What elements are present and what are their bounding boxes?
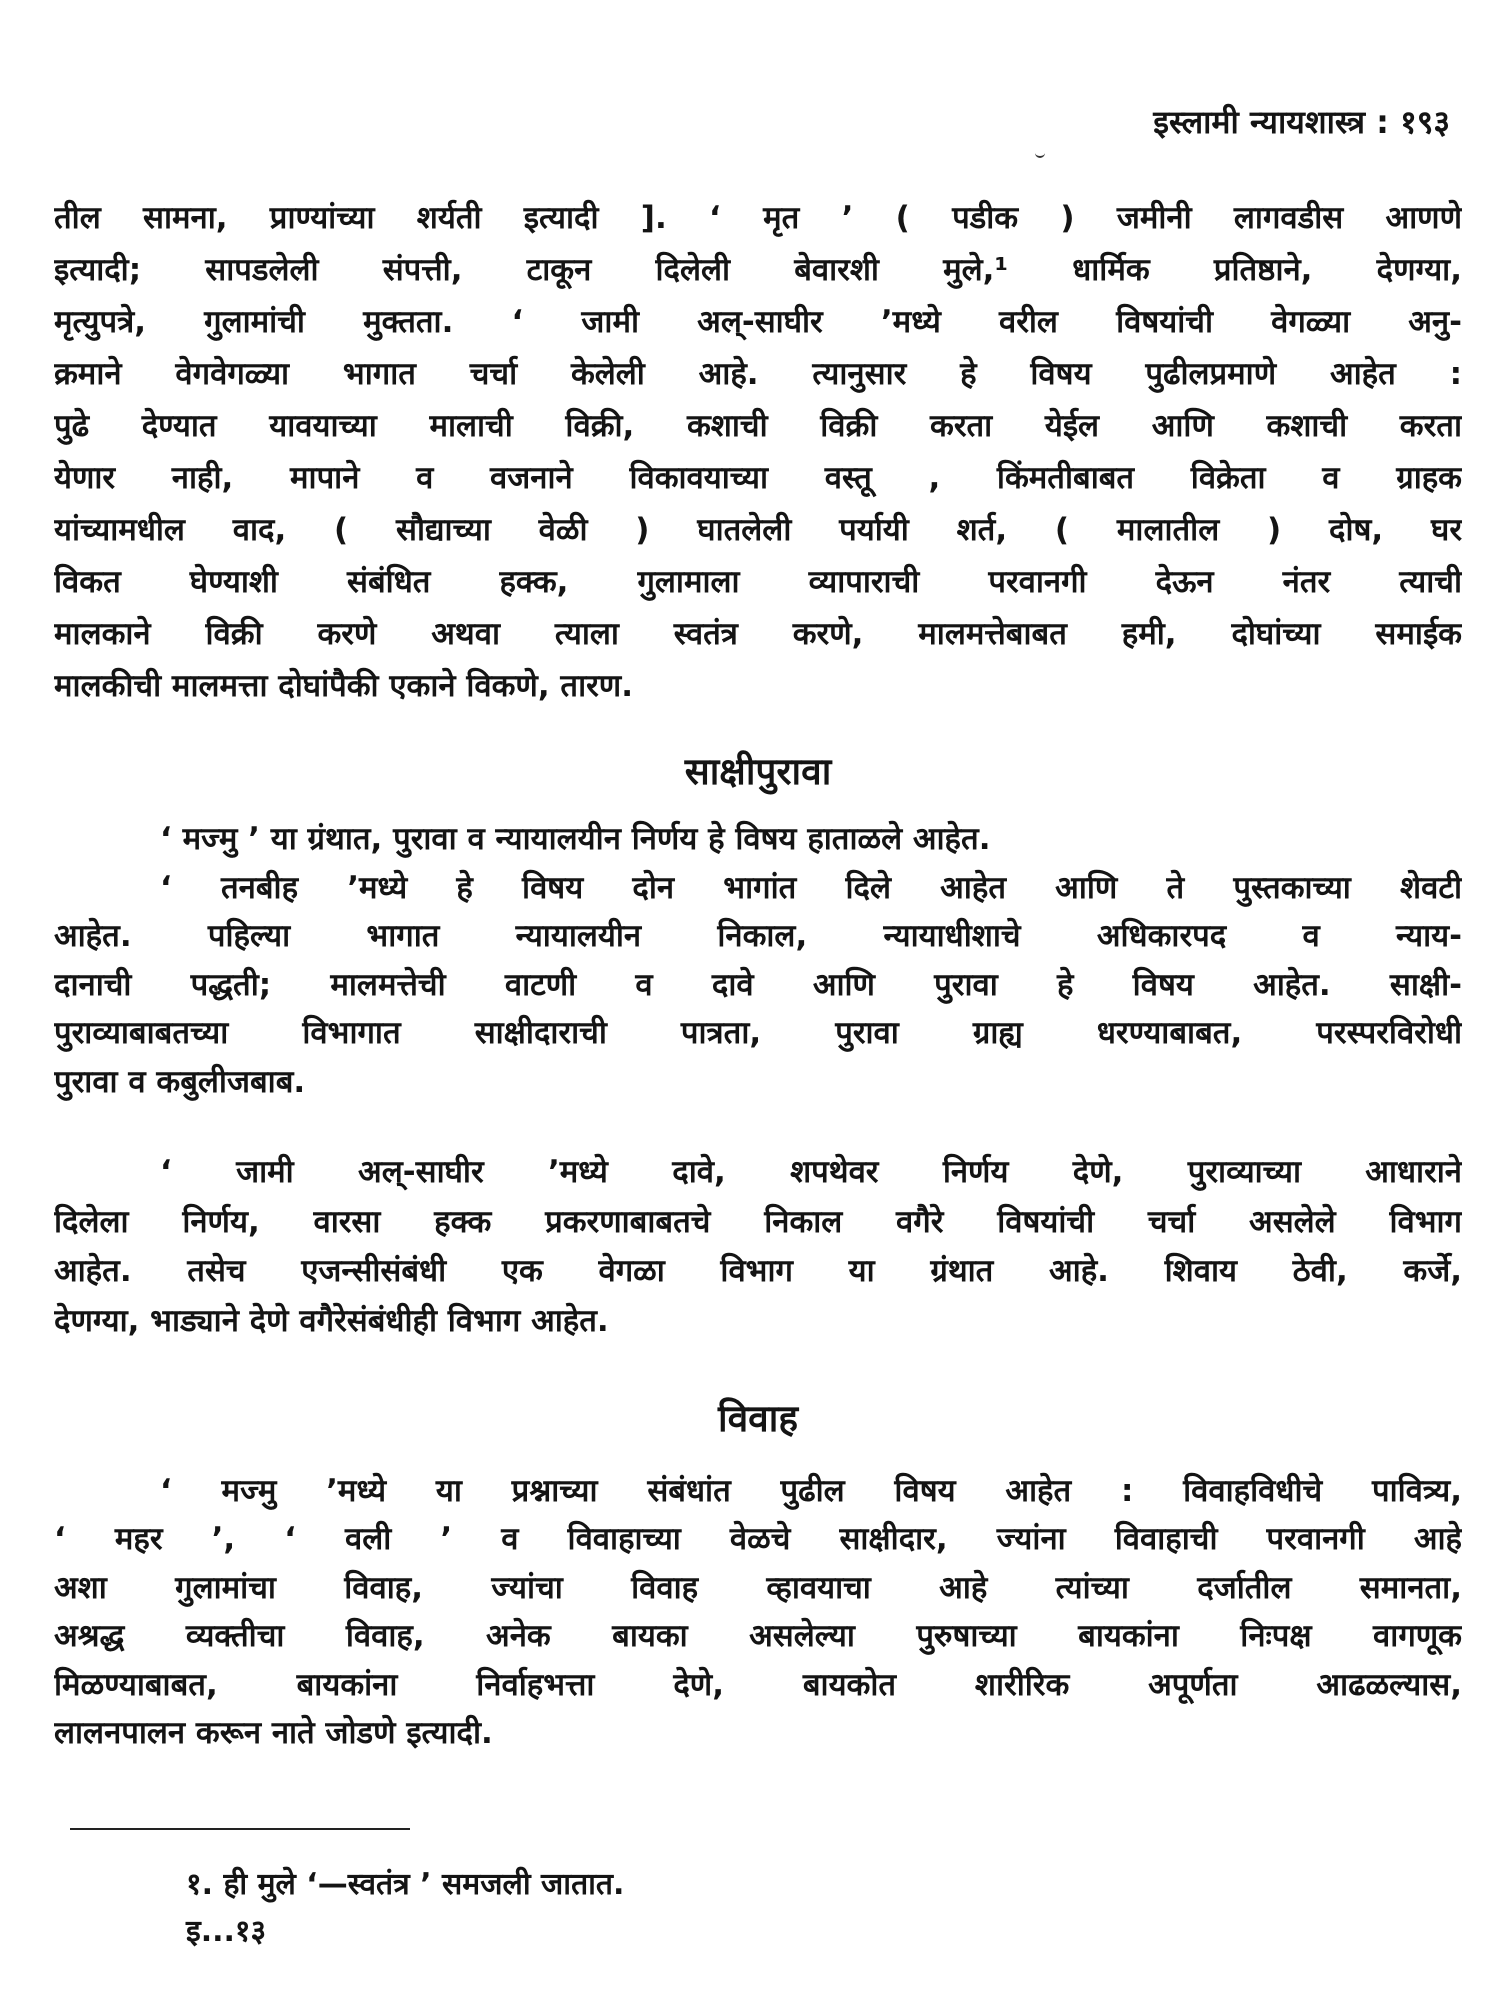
text-line: ‘ मज्मु ’ या ग्रंथात, पुरावा व न्यायालयीन निर्णय हे विषय हाताळले आहेत. — [160, 821, 991, 857]
text-line: क्रमाने वेगवेगळ्या भागात चर्चा केलेली आहे. त्यानुसार हे विषय पुढीलप्रमाणे आहेत : — [54, 356, 1462, 392]
paragraph-lines — [54, 192, 1462, 712]
text-line: ‘ मज्मु ’मध्ये या प्रश्नाच्या संबंधांत पुढील विषय आहेत : विवाहविधीचे पावित्र्य, — [160, 1473, 1462, 1509]
text-line: विकत घेण्याशी संबंधित हक्क, गुलामाला व्यापाराची परवानगी देऊन नंतर त्याची — [54, 564, 1462, 600]
text-line: पुरावा व कबुलीजबाब. — [54, 1063, 306, 1100]
paragraph — [54, 1148, 1462, 1346]
text-line: ‘ जामी अल्-साघीर ’मध्ये दावे, शपथेवर निर्णय देणे, पुराव्याच्या आधाराने — [160, 1154, 1462, 1190]
text-line: इत्यादी; सापडलेली संपत्ती, टाकून दिलेली बेवारशी मुले,¹ धार्मिक प्रतिष्ठाने, देणग्या, — [54, 252, 1462, 288]
text-line: तील सामना, प्राण्यांच्या शर्यती इत्यादी ]. ‘ मृत ’ ( पडीक ) जमीनी लागवडीस आणणे — [54, 200, 1462, 236]
text-line: मिळण्याबाबत, बायकांना निर्वाहभत्ता देणे, बायकोत शारीरिक अपूर्णता आढळल्यास, — [54, 1666, 1462, 1703]
text-line: यांच्यामधील वाद, ( सौद्याच्या वेळी ) घातलेली पर्यायी शर्त, ( मालातील ) दोष, घर — [54, 512, 1462, 548]
paragraph — [54, 1467, 1462, 1757]
text-line: लालनपालन करून नाते जोडणे इत्यादी. — [54, 1715, 493, 1752]
text-line: येणार नाही, मापाने व वजनाने विकावयाच्या वस्तू , किंमतीबाबत विक्रेता व ग्राहक — [54, 460, 1462, 496]
text-line: मालकाने विक्री करणे अथवा त्याला स्वतंत्र करणे, मालमत्तेबाबत हमी, दोघांच्या समाईक — [54, 616, 1462, 652]
paragraph — [54, 192, 1462, 712]
running-head: इस्लामी न्यायशास्त्र : १९३ — [1153, 103, 1450, 141]
text-line: ‘ तनबीह ’मध्ये हे विषय दोन भागांत दिले आहेत आणि ते पुस्तकाच्या शेवटी — [160, 869, 1462, 906]
footnote: १. ही मुले ‘—स्वतंत्र ’ समजली जातात. — [186, 1867, 625, 1902]
paragraph-lines — [54, 1467, 1462, 1757]
signature-mark: इ...१३ — [186, 1914, 267, 1949]
section-heading-evidence: साक्षीपुरावा — [684, 750, 832, 793]
text-line: पुराव्याबाबतच्या विभागात साक्षीदाराची पात्रता, पुरावा ग्राह्य धरण्याबाबत, परस्परविरोधी — [54, 1015, 1462, 1052]
text-line: ‘ महर ’, ‘ वली ’ व विवाहाच्या वेळचे साक्षीदार, ज्यांना विवाहाची परवानगी आहे — [54, 1521, 1462, 1558]
text-line: अशा गुलामांचा विवाह, ज्यांचा विवाह व्हावयाचा आहे त्यांच्या दर्जातील समानता, — [54, 1569, 1462, 1606]
paragraph-lines — [54, 1148, 1462, 1346]
paragraph-lines — [54, 815, 1462, 864]
paragraph-lines — [54, 864, 1462, 1107]
section-heading-marriage: विवाह — [718, 1397, 798, 1440]
text-line: मृत्युपत्रे, गुलामांची मुक्तता. ‘ जामी अल्-साघीर ’मध्ये वरील विषयांची वेगळ्या अनु- — [54, 304, 1462, 340]
text-line: अश्रद्ध व्यक्तीचा विवाह, अनेक बायका असलेल्या पुरुषाच्या बायकांना निःपक्ष वागणूक — [54, 1618, 1462, 1655]
text-line: मालकीची मालमत्ता दोघांपैकी एकाने विकणे, तारण. — [54, 668, 633, 704]
paragraph — [54, 815, 1462, 1107]
text-line: पुढे देण्यात यावयाच्या मालाची विक्री, कशाची विक्री करता येईल आणि कशाची करता — [54, 408, 1462, 444]
text-line: देणग्या, भाड्याने देणे वगैरेसंबंधीही विभाग आहेत. — [54, 1302, 609, 1339]
text-line: आहेत. तसेच एजन्सीसंबंधी एक वेगळा विभाग या ग्रंथात आहे. शिवाय ठेवी, कर्जे, — [54, 1253, 1462, 1289]
text-line: आहेत. पहिल्या भागात न्यायालयीन निकाल, न्यायाधीशाचे अधिकारपद व न्याय- — [54, 918, 1462, 955]
text-line: दानाची पद्धती; मालमत्तेची वाटणी व दावे आणि पुरावा हे विषय आहेत. साक्षी- — [54, 966, 1462, 1003]
print-mark — [1035, 152, 1045, 158]
footnote-divider — [70, 1828, 410, 1830]
text-line: दिलेला निर्णय, वारसा हक्क प्रकरणाबाबतचे निकाल वगैरे विषयांची चर्चा असलेले विभाग — [54, 1203, 1462, 1240]
